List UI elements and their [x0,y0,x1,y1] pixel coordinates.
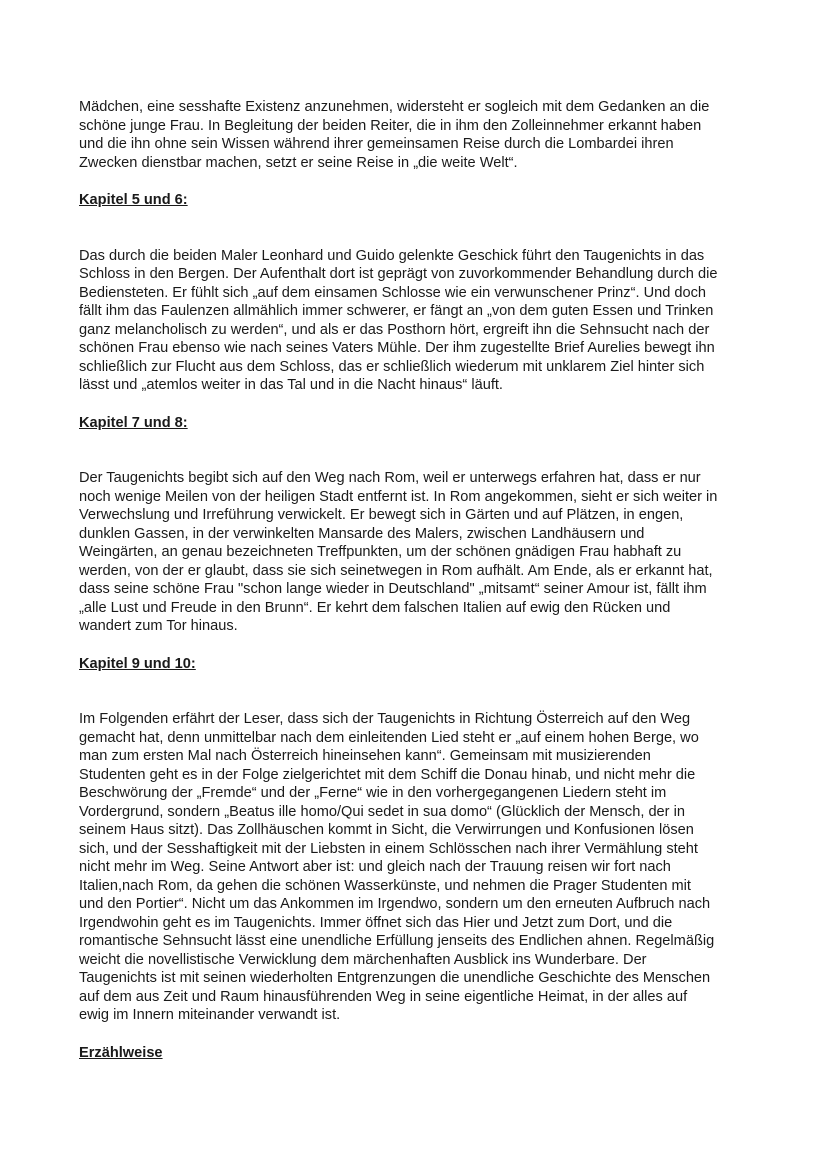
text-line: Beschwörung der „Fremde“ und der „Ferne“ wie in den vorhergegangenen Liedern steht im [79,785,667,801]
text-line: und die ihn ohne sein Wissen während ihrer gemeinsamen Reise durch die Lombardei ihren [79,136,674,152]
text-line: schönen Frau ebenso wie nach seines Vaters Mühle. Der ihm zugestellte Brief Aurelies bewegt ihn [79,340,715,356]
text-line: Schloss in den Bergen. Der Aufenthalt dort ist geprägt von zuvorkommender Behandlung durch die [79,266,718,282]
section-heading-kapitel-5-6: Kapitel 5 und 6: [79,192,188,208]
text-line: schließlich zur Flucht aus dem Schloss, das er schließlich wiederum mit unklarem Ziel hinter sich [79,358,705,375]
intro-paragraph [79,98,759,172]
text-line: romantische Sehnsucht lässt eine unendliche Erfüllung jenseits des Endlichen ahnen. Regelmäßig [79,933,715,949]
text-line: Italien,nach Rom, da gehen die schönen Wasserkünste, und nehmen die Prager Studenten mit [79,877,691,894]
section-heading-kapitel-9-10: Kapitel 9 und 10: [79,655,196,672]
text-line: Zwecken dienstbar machen, setzt er seine Reise in „die weite Welt“. [79,154,518,171]
text-line: Irgendwohin geht es im Taugenichts. Immer öffnet sich das Hier und Jetzt zum Dort, und die [79,914,673,931]
text-line: dass seine schöne Frau "schon lange wieder in Deutschland" „mitsamt“ seiner Amour ist, fällt ihm [79,581,707,597]
text-line: Verwechslung und Irreführung verwickelt. Er bewegt sich in Gärten und auf Plätzen, in engen, [79,507,684,523]
section-heading-kapitel-7-8: Kapitel 7 und 8: [79,414,188,431]
section-heading-erzaehlweise: Erzählweise [79,1044,163,1061]
text-line: Mädchen, eine sesshafte Existenz anzunehmen, widersteht er sogleich mit dem Gedanken an die [79,99,710,115]
text-line: auf dem aus Zeit und Raum hinausführenden Weg in seine eigentliche Heimat, in der alles auf [79,988,688,1005]
section-paragraph-kapitel-5-6 [79,247,759,395]
text-line: Das durch die beiden Maler Leonhard und Guido gelenkte Geschick führt den Taugenichts in das [79,247,705,264]
text-line: Taugenichts ist mit seinen wiederholten Entgrenzungen die unendliche Geschichte des Menschen [79,970,711,986]
text-line: fällt ihm das Faulenzen allmählich immer schwerer, er fängt an „von dem guten Essen und Trinken [79,303,714,319]
document-page [79,98,759,1062]
text-line: „alle Lust und Freude in den Brunn“. Er kehrt dem falschen Italien auf ewig den Rücken und [79,599,671,616]
text-line: gemacht hat, denn unmittelbar nach dem einleitenden Lied steht er „auf einem hohen Berge, wo [79,729,699,746]
text-line: wandert zum Tor hinaus. [79,618,238,634]
text-line: ewig im Innern miteinander verwandt ist. [79,1007,341,1023]
text-line: werden, von der er glaubt, dass sie sich seinetwegen in Rom aufhält. Am Ende, als er erkannt hat, [79,562,713,579]
text-line: noch wenige Meilen von der heiligen Stadt entfernt ist. In Rom angekommen, sieht er sich weiter in [79,488,718,505]
text-line: seinem Haus sitzt). Das Zollhäuschen kommt in Sicht, die Verwirrungen und Konfusionen lösen [79,822,694,838]
text-line: und den Portier“. Nicht um das Ankommen im Irgendwo, sondern um den erneuten Aufbruch nach [79,896,711,912]
text-line: schöne junge Frau. In Begleitung der beiden Reiter, die in ihm den Zolleinnehmer erkannt haben [79,117,702,134]
text-line: Im Folgenden erfährt der Leser, dass sich der Taugenichts in Richtung Österreich auf den Weg [79,711,691,727]
text-line: Weingärten, an genau bezeichneten Treffpunkten, um der schönen gnädigen Frau habhaft zu [79,544,682,560]
text-line: ganz melancholisch zu werden“, und als er das Posthorn hört, ergreift ihn die Sehnsucht nach der [79,321,710,338]
text-line: weicht die novellistische Verwicklung dem märchenhaften Ausblick ins Wunderbare. Der [79,951,647,968]
text-line: nicht mehr im Weg. Seine Antwort aber ist: und gleich nach der Trauung reisen wir fort nach [79,859,671,875]
text-line: Der Taugenichts begibt sich auf den Weg nach Rom, weil er unterwegs erfahren hat, dass er nur [79,470,701,486]
text-line: Studenten geht es in der Folge zielgerichtet mit dem Schiff die Donau hinab, und nicht mehr die [79,766,696,783]
text-line: man zum ersten Mal nach Österreich hineinsehen kann“. Gemeinsam mit musizierenden [79,748,651,764]
text-line: dunklen Gassen, in der verwinkelten Mansarde des Malers, zwischen Landhäusern und [79,525,645,542]
section-paragraph-kapitel-7-8 [79,469,759,636]
text-line: lässt und „atemlos weiter in das Tal und in die Nacht hinaus“ läuft. [79,377,503,393]
text-line: sich, und der Sesshaftigkeit mit der Liebsten in einem Schlösschen nach ihrer Vermählung steht [79,840,698,857]
section-paragraph-kapitel-9-10 [79,710,759,1025]
text-line: Vordergrund, sondern „Beatus ille homo/Qui sedet in sua domo“ (Glücklich der Mensch, der in [79,803,685,820]
text-line: Bediensteten. Er fühlt sich „auf dem einsamen Schlosse wie ein verwunschener Prinz“. Und doch [79,284,707,301]
